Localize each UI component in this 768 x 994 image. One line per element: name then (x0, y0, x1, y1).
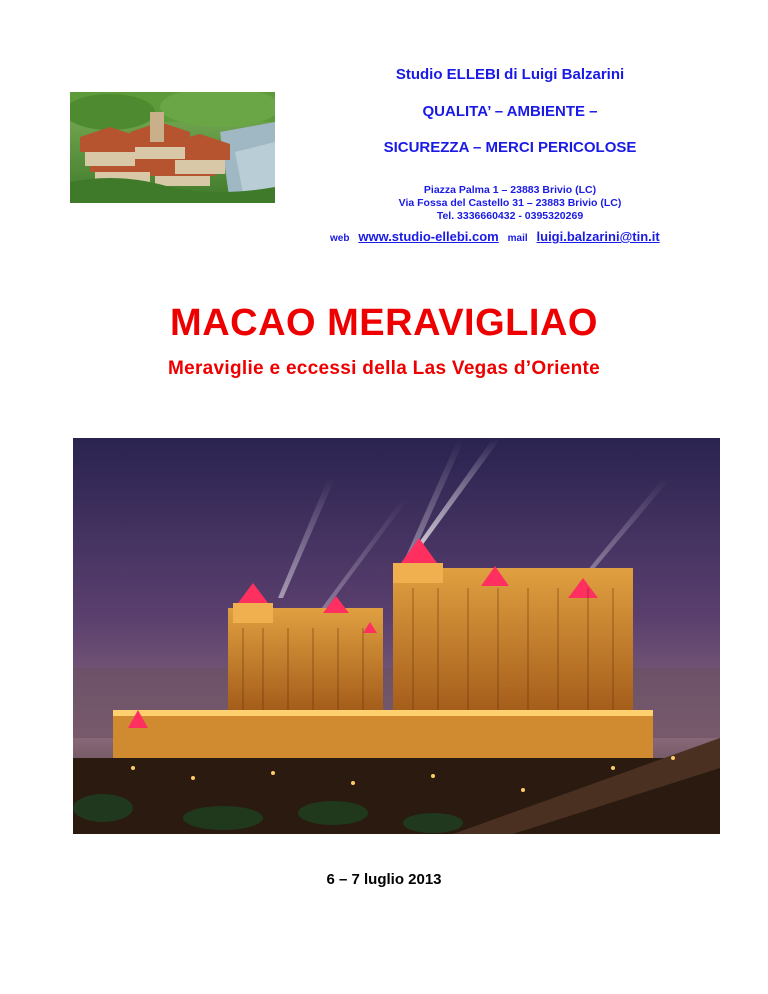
macau-casino-photo (73, 438, 720, 834)
phone-line: Tel. 3336660432 - 0395320269 (436, 210, 584, 222)
web-label: web (330, 233, 350, 244)
event-date: 6 – 7 luglio 2013 (326, 871, 442, 888)
services-line-2: SICUREZZA – MERCI PERICOLOSE (383, 139, 637, 156)
address-line-1: Piazza Palma 1 – 23883 Brivio (LC) (423, 184, 597, 196)
address-line-2: Via Fossa del Castello 31 – 23883 Brivio (LC) (398, 197, 622, 209)
contact-line (330, 228, 730, 246)
studio-name: Studio ELLEBI di Luigi Balzarini (395, 66, 625, 83)
mail-label: mail (507, 233, 528, 244)
web-link[interactable]: www.studio-ellebi.com (358, 229, 499, 244)
page-title: MACAO MERAVIGLIAO (170, 302, 598, 344)
services-line-1: QUALITA’ – AMBIENTE – (422, 103, 598, 120)
page-subtitle: Meraviglie e eccessi della Las Vegas d’Oriente (167, 358, 601, 379)
village-photo (70, 92, 275, 203)
mail-link[interactable]: luigi.balzarini@tin.it (536, 229, 660, 244)
